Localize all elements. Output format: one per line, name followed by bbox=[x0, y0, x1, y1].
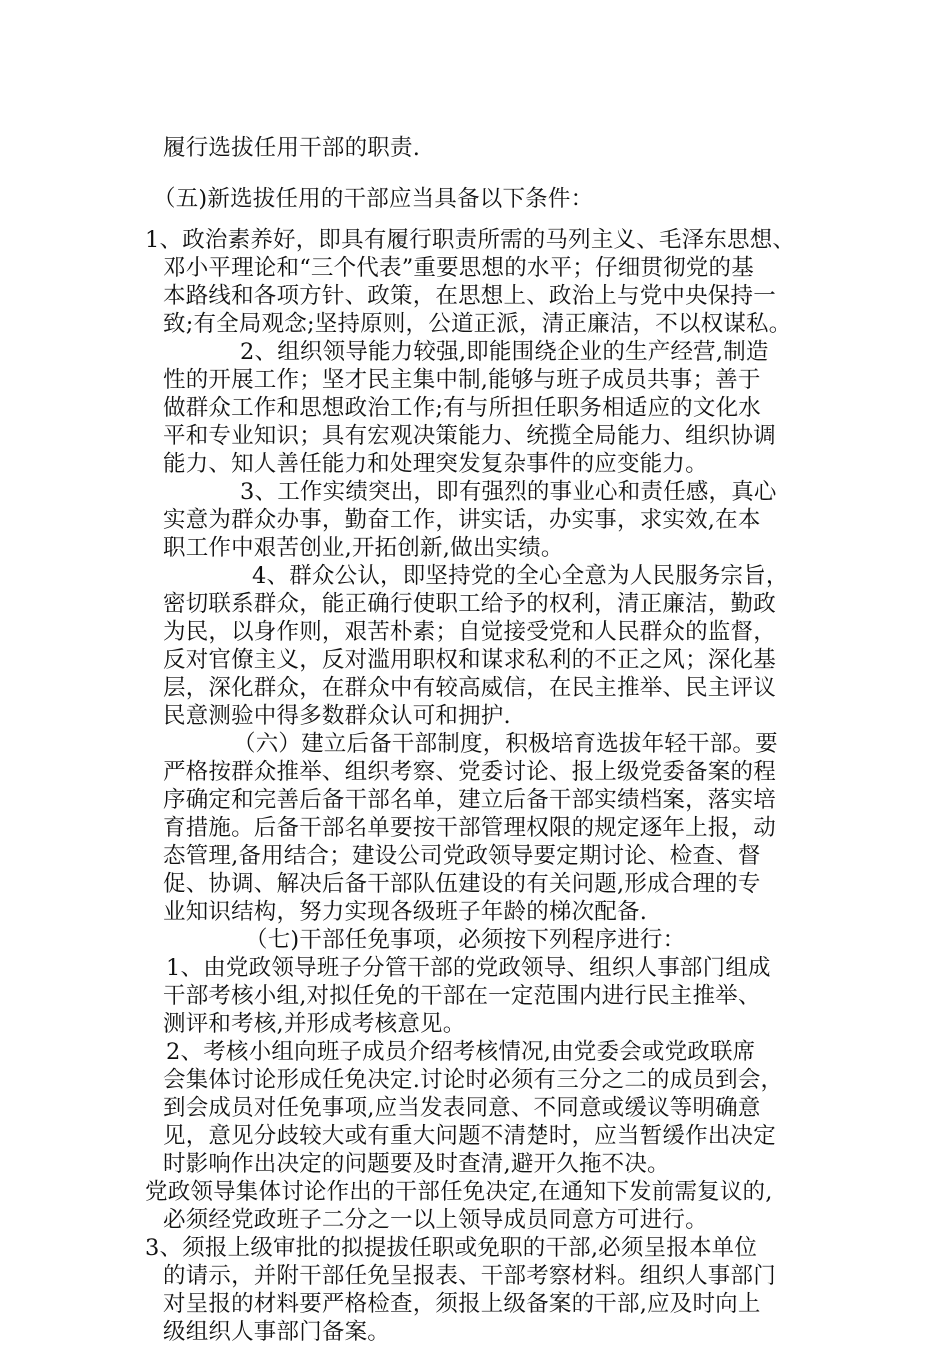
text-line: 级组织人事部门备案。 bbox=[163, 1319, 391, 1345]
text-line: 育措施。后备干部名单要按干部管理权限的规定逐年上报，动 bbox=[163, 815, 776, 841]
text-line: 3、工作实绩突出，即有强烈的事业心和责任感，真心 bbox=[240, 479, 777, 505]
text-line: 业知识结构，努力实现各级班子年龄的梯次配备. bbox=[163, 899, 648, 925]
text-line: 1、政治素养好，即具有履行职责所需的马列主义、毛泽东思想、 bbox=[145, 227, 796, 253]
text-line: 态管理,备用结合；建设公司党政领导要定期讨论、检查、督 bbox=[163, 843, 761, 869]
text-line: 严格按群众推举、组织考察、党委讨论、报上级党委备案的程 bbox=[163, 759, 776, 785]
text-line: 本路线和各项方针、政策，在思想上、政治上与党中央保持一 bbox=[163, 283, 776, 309]
text-line: 能力、知人善任能力和处理突发复杂事件的应变能力。 bbox=[163, 451, 708, 477]
text-line: 为民，以身作则，艰苦朴素；自觉接受党和人民群众的监督， bbox=[163, 619, 776, 645]
text-line: 对呈报的材料要严格检查，须报上级备案的干部,应及时向上 bbox=[163, 1291, 761, 1317]
text-line: 见，意见分歧较大或有重大问题不清楚时，应当暂缓作出决定 bbox=[163, 1123, 776, 1149]
text-line: 会集体讨论形成任免决定.讨论时必须有三分之二的成员到会， bbox=[163, 1067, 784, 1093]
text-line: 2、考核小组向班子成员介绍考核情况,由党委会或党政联席 bbox=[166, 1039, 756, 1065]
text-line: 民意测验中得多数群众认可和拥护. bbox=[163, 703, 511, 729]
text-line: 必须经党政班子二分之一以上领导成员同意方可进行。 bbox=[163, 1207, 708, 1233]
text-line: 2、组织领导能力较强,即能围绕企业的生产经营,制造 bbox=[240, 339, 769, 365]
text-line: 到会成员对任免事项,应当发表同意、不同意或缓议等明确意 bbox=[163, 1095, 761, 1121]
text-line: 实意为群众办事，勤奋工作，讲实话，办实事，求实效,在本 bbox=[163, 507, 761, 533]
text-line: 性的开展工作；坚才民主集中制,能够与班子成员共事；善于 bbox=[163, 367, 761, 393]
text-line: 的请示，并附干部任免呈报表、干部考察材料。组织人事部门 bbox=[163, 1263, 776, 1289]
text-line: 职工作中艰苦创业,开拓创新,做出实绩。 bbox=[163, 535, 564, 561]
text-line: 促、协调、解决后备干部队伍建设的有关问题,形成合理的专 bbox=[163, 871, 761, 897]
text-line: 干部考核小组,对拟任免的干部在一定范围内进行民主推举、 bbox=[163, 983, 761, 1009]
text-line: 密切联系群众，能正确行使职工给予的权利，清正廉洁，勤政 bbox=[163, 591, 776, 617]
text-line: 4、群众公认，即坚持党的全心全意为人民服务宗旨， bbox=[252, 563, 789, 589]
text-line: 平和专业知识；具有宏观决策能力、统揽全局能力、组织协调 bbox=[163, 423, 776, 449]
text-line: 履行选拔任用干部的职责. bbox=[163, 135, 421, 161]
text-line: 致;有全局观念;坚持原则，公道正派，清正廉洁，不以权谋私。 bbox=[163, 311, 792, 337]
text-line: （五)新选拔任用的干部应当具备以下条件： bbox=[153, 186, 594, 212]
text-line: 测评和考核,并形成考核意见。 bbox=[163, 1011, 466, 1037]
text-line: （七)干部任免事项，必须按下列程序进行： bbox=[245, 927, 686, 953]
text-line: 1、由党政领导班子分管干部的党政领导、组织人事部门组成 bbox=[166, 955, 771, 981]
text-line: 做群众工作和思想政治工作;有与所担任职务相适应的文化水 bbox=[163, 395, 761, 421]
text-line: 邓小平理论和“三个代表”重要思想的水平；仔细贯彻党的基 bbox=[163, 255, 754, 281]
text-line: 3、须报上级审批的拟提拔任职或免职的干部,必须呈报本单位 bbox=[145, 1235, 758, 1261]
text-line: 序确定和完善后备干部名单，建立后备干部实绩档案，落实培 bbox=[163, 787, 776, 813]
text-line: 层，深化群众，在群众中有较高威信，在民主推举、民主评议 bbox=[163, 675, 776, 701]
text-line: 党政领导集体讨论作出的干部任免决定,在通知下发前需复议的, bbox=[145, 1179, 773, 1205]
text-line: 反对官僚主义，反对滥用职权和谋求私利的不正之风；深化基 bbox=[163, 647, 776, 673]
text-line: （六）建立后备干部制度，积极培育选拔年轻干部。要 bbox=[233, 731, 778, 757]
text-line: 时影响作出决定的问题要及时查清,避开久拖不决。 bbox=[163, 1151, 670, 1177]
